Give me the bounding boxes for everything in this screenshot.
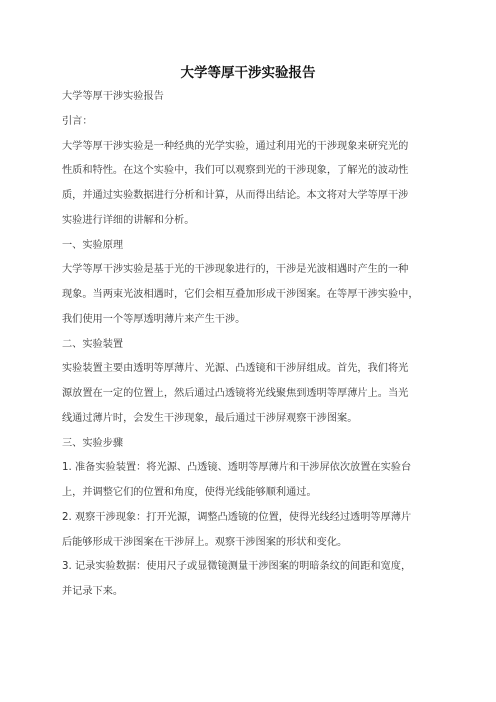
section-heading-principle: 一、实验原理: [62, 240, 124, 251]
text-line-intro-heading: 引言：: [62, 116, 93, 127]
text-line: 性质和特性。在这个实验中，我们可以观察到光的干涉现象，了解光的波动性: [62, 165, 409, 176]
text-line: 现象。当两束光波相遇时，它们会相互叠加形成干涉图案。在等厚干涉实验中，: [62, 289, 419, 300]
section-heading-apparatus: 二、实验装置: [62, 339, 124, 350]
text-line: 质，并通过实验数据进行分析和计算，从而得出结论。本文将对大学等厚干涉: [62, 190, 409, 201]
step-line: 2. 观察干涉现象：打开光源，调整凸透镜的位置，使得光线经过透明等厚薄片: [62, 512, 412, 523]
step-line: 后能够形成干涉图案在干涉屏上。观察干涉图案的形状和变化。: [62, 537, 348, 548]
text-line: 实验装置主要由透明等厚薄片、光源、凸透镜和干涉屏组成。首先，我们将光: [62, 363, 409, 374]
text-line: 大学等厚干涉实验是基于光的干涉现象进行的，干涉是光波相遇时产生的一种: [62, 264, 409, 275]
text-line: 线通过薄片时，会发生干涉现象，最后通过干涉屏观察干涉图案。: [62, 413, 358, 424]
step-line: 1. 准备实验装置：将光源、凸透镜、透明等厚薄片和干涉屏依次放置在实验台: [62, 462, 412, 473]
step-line: 3. 记录实验数据：使用尺子或显微镜测量干涉图案的明暗条纹的间距和宽度，: [62, 561, 412, 572]
text-line-subtitle: 大学等厚干涉实验报告: [62, 91, 164, 102]
document-title: 大学等厚干涉实验报告: [180, 65, 316, 81]
step-line: 上，并调整它们的位置和角度，使得光线能够顺利通过。: [62, 487, 317, 498]
step-line: 并记录下来。: [62, 586, 124, 597]
text-line: 我们使用一个等厚透明薄片来产生干涉。: [62, 314, 246, 325]
text-line: 大学等厚干涉实验是一种经典的光学实验，通过利用光的干涉现象来研究光的: [62, 141, 409, 152]
text-line: 实验进行详细的讲解和分析。: [62, 215, 195, 226]
section-heading-steps: 三、实验步骤: [62, 438, 124, 449]
text-line: 源放置在一定的位置上，然后通过凸透镜将光线聚焦到透明等厚薄片上。当光: [62, 388, 409, 399]
